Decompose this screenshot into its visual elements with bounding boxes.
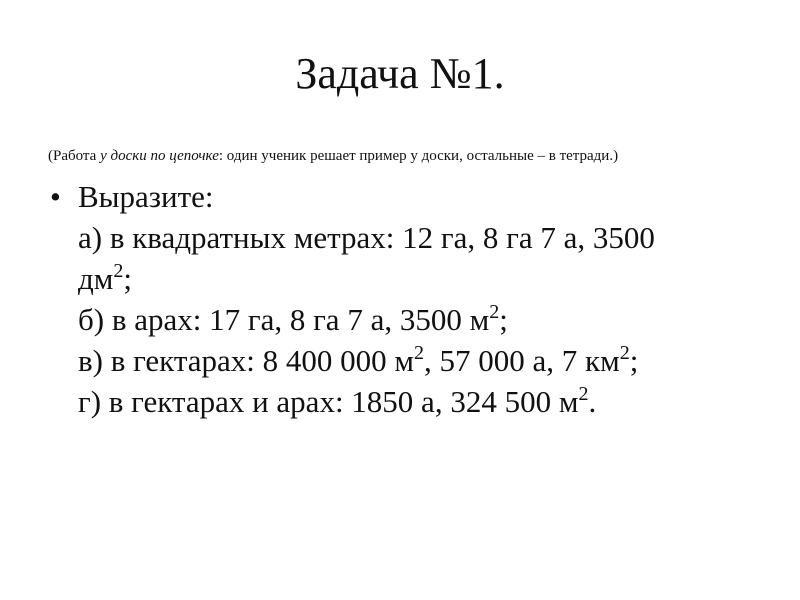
item-v-mid: , 57 000 а, 7 км <box>424 343 620 378</box>
note-open: (Работа <box>48 148 101 164</box>
item-a-line2 <box>78 258 770 299</box>
item-g-end: . <box>588 384 597 419</box>
item-g-text: г) в гектарах и арах: 1850 а, 324 500 м <box>78 384 579 419</box>
item-v-exponent-2: 2 <box>619 342 630 364</box>
bullet-icon: • <box>50 179 61 214</box>
instruction-note <box>48 146 778 166</box>
item-a-line1: а) в квадратных метрах: 12 га, 8 га 7 а, 3500 <box>78 220 655 255</box>
item-b <box>78 299 770 340</box>
item-a-unit: дм <box>78 261 114 296</box>
item-v-end: ; <box>629 343 639 378</box>
item-b-text: б) в арах: 17 га, 8 га 7 а, 3500 м <box>78 302 490 337</box>
item-g <box>78 381 770 422</box>
item-g-exponent: 2 <box>578 383 589 405</box>
item-v <box>78 340 770 381</box>
task-body <box>50 176 770 422</box>
item-v-text: в) в гектарах: 8 400 000 м <box>78 343 414 378</box>
task-heading: Выразите: <box>78 179 214 214</box>
item-b-end: ; <box>499 302 508 337</box>
item-a-exponent: 2 <box>113 260 124 282</box>
page-title: Задача №1. <box>295 49 505 98</box>
note-rest: : один ученик решает пример у доски, остальные – в тетради.) <box>218 148 619 164</box>
bullet-content <box>78 176 770 422</box>
note-italic: у доски по цепочке <box>100 148 219 164</box>
item-v-exponent-1: 2 <box>414 342 424 364</box>
item-b-exponent: 2 <box>489 301 500 323</box>
item-a-end: ; <box>123 261 133 296</box>
bullet-item <box>50 176 770 422</box>
